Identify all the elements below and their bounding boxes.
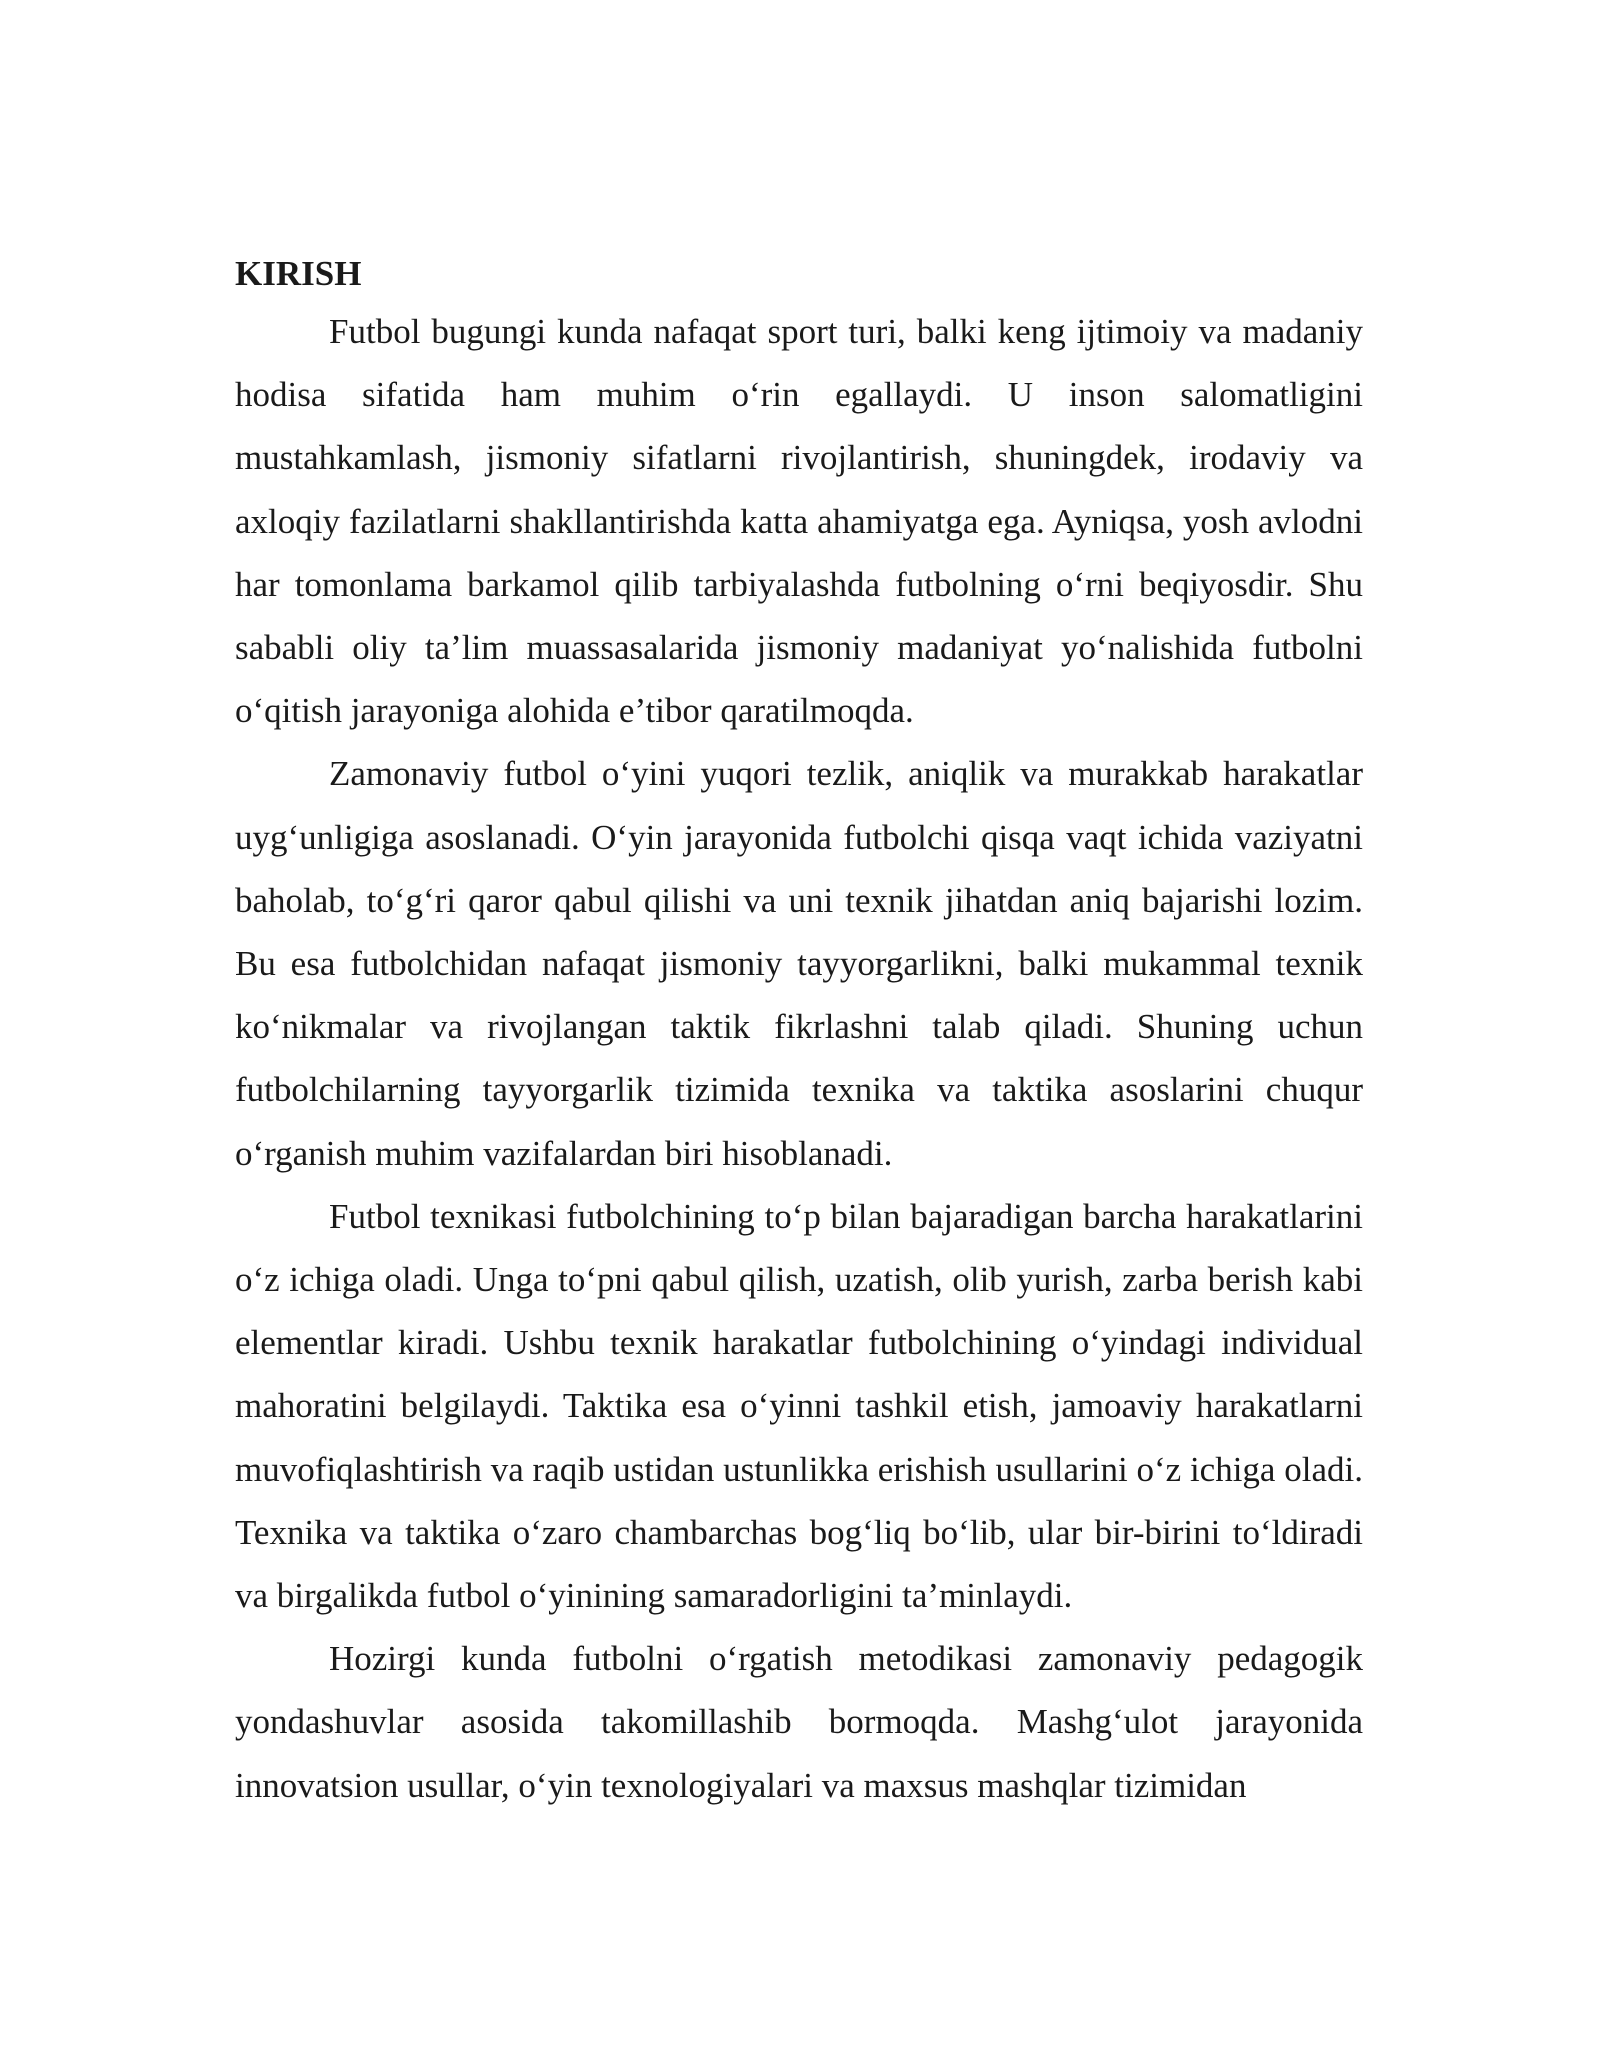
document-body xyxy=(235,248,1363,1817)
paragraph-2: Zamonaviy futbol o‘yini yuqori tezlik, aniqlik va murakkab harakatlar uyg‘unligiga asoslanadi. O‘yin jarayonida futbolchi qisqa vaqt ichida vaziyatni baholab, to‘g‘ri qaror qabul qilishi va uni texnik jihatdan aniq bajarishi lozim. Bu esa futbolchidan nafaqat jismoniy tayyorgarlikni, balki mukammal texnik ko‘nikmalar va rivojlangan taktik fikrlashni talab qiladi. Shuning uchun futbolchilarning tayyorgarlik tizimida texnika va taktika asoslarini chuqur o‘rganish muhim vazifalardan biri hisoblanadi. xyxy=(235,754,1363,1173)
paragraph-4: Hozirgi kunda futbolni o‘rgatish metodikasi zamonaviy pedagogik yondashuvlar asosida takomillashib bormoqda. Mashg‘ulot jarayonida innovatsion usullar, o‘yin texnologiyalari va maxsus mashqlar tizimidan xyxy=(235,1639,1363,1805)
paragraph-3: Futbol texnikasi futbolchining to‘p bilan bajaradigan barcha harakatlarini o‘z ichiga oladi. Unga to‘pni qabul qilish, uzatish, olib yurish, zarba berish kabi elementlar kiradi. Ushbu texnik harakatlar futbolchining o‘yindagi individual mahoratini belgilaydi. Taktika esa o‘yinni tashkil etish, jamoaviy harakatlarni muvofiqlashtirish va raqib ustidan ustunlikka erishish usullarini o‘z ichiga oladi. Texnika va taktika o‘zaro chambarchas bog‘liq bo‘lib, ular bir-birini to‘ldiradi va birgalikda futbol o‘yinining samaradorligini ta’minlaydi. xyxy=(235,1196,1363,1616)
section-heading: KIRISH xyxy=(235,254,362,293)
paragraph-1: Futbol bugungi kunda nafaqat sport turi, balki keng ijtimoiy va madaniy hodisa sifatida ham muhim o‘rin egallaydi. U inson salomatligini mustahkamlash, jismoniy sifatlarni rivojlantirish, shuningdek, irodaviy va axloqiy fazilatlarni shakllantirishda katta ahamiyatga ega. Ayniqsa, yosh avlodni har tomonlama barkamol qilib tarbiyalashda futbolning o‘rni beqiyosdir. Shu sababli oliy ta’lim muassasalarida jismoniy madaniyat yo‘nalishida futbolni o‘qitish jarayoniga alohida e’tibor qaratilmoqda. xyxy=(235,312,1363,731)
